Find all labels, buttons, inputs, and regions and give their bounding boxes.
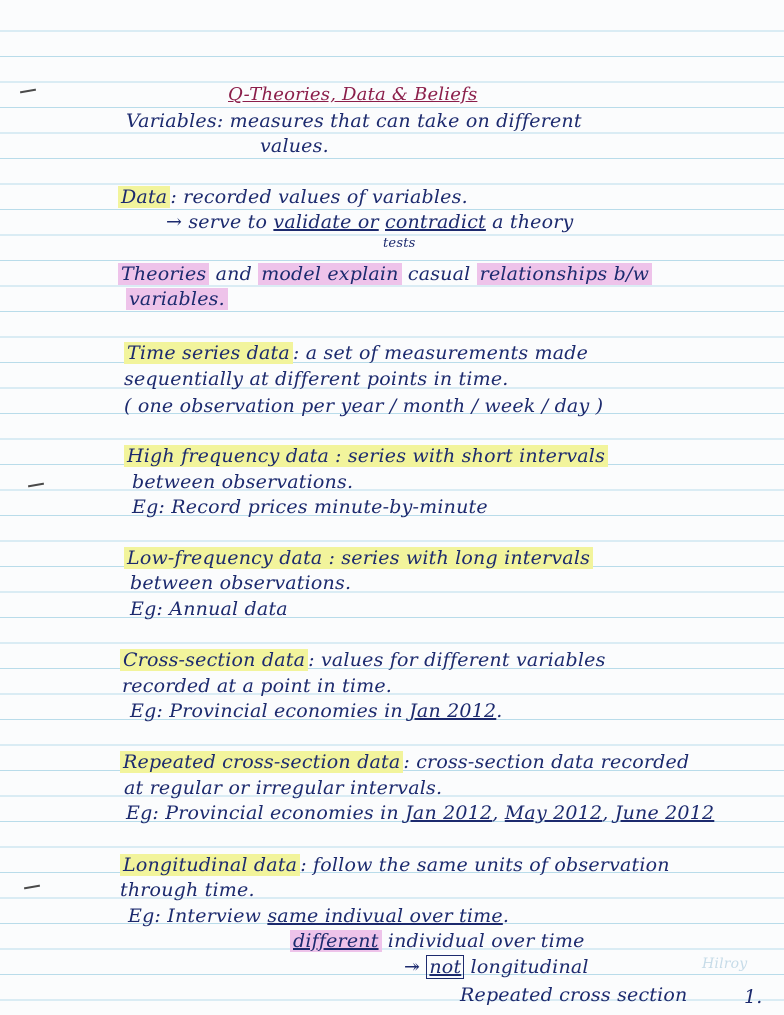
high-freq-line-1 xyxy=(124,445,608,467)
variables-line-1 xyxy=(126,110,582,132)
repeated-definition: : cross-section data recorded xyxy=(403,751,690,773)
longitudinal-line-2 xyxy=(120,879,255,901)
repeated-line-1 xyxy=(120,751,689,773)
variables-term: Variables xyxy=(126,110,217,132)
data-line-2 xyxy=(166,211,573,233)
data-term: Data xyxy=(118,186,170,208)
repeated-eg: Eg: Provincial economies in xyxy=(126,802,399,824)
arrow-serve: → serve to xyxy=(166,211,268,233)
relationships-term: relationships b/w xyxy=(477,263,652,285)
contradict-word: contradict xyxy=(385,211,486,233)
variables-line-2 xyxy=(260,135,329,157)
low-freq-line-2 xyxy=(130,572,351,594)
data-line-1 xyxy=(118,186,468,208)
validate-phrase: validate or xyxy=(273,211,379,233)
time-series-line-1 xyxy=(124,342,588,364)
model-explain-term: model explain xyxy=(258,263,401,285)
longitudinal-line-1 xyxy=(120,854,670,876)
different-rest: individual over time xyxy=(387,930,585,952)
cross-section-definition-cont: recorded at a point in time. xyxy=(122,675,393,697)
page-title: Q-Theories, Data & Beliefs xyxy=(228,84,478,105)
cross-section-eg-date: Jan 2012 xyxy=(409,700,497,722)
low-freq-line-1 xyxy=(124,547,593,569)
longitudinal-eg: Eg: Interview xyxy=(128,905,262,927)
high-freq-line-2 xyxy=(132,471,353,493)
theories-and: and xyxy=(215,263,252,285)
repeated-example xyxy=(126,802,714,824)
cross-section-line-2 xyxy=(122,675,392,697)
repeated-term: Repeated cross-section data xyxy=(120,751,403,773)
longitudinal-definition-cont: through time. xyxy=(120,879,255,901)
time-series-line-2 xyxy=(124,368,509,390)
low-freq-example: Eg: Annual data xyxy=(130,598,288,620)
data-rest: a theory xyxy=(492,211,574,233)
cross-section-example xyxy=(130,700,503,722)
tests-annotation: tests xyxy=(383,236,416,251)
high-freq-term: High frequency data xyxy=(124,445,332,467)
low-freq-definition-cont: between observations. xyxy=(130,572,352,594)
not-longitudinal-line xyxy=(404,956,589,978)
longitudinal-term: Longitudinal data xyxy=(120,854,300,876)
repeated-cross-section-note xyxy=(460,984,688,1006)
longitudinal-example xyxy=(128,905,509,927)
longitudinal-definition: : follow the same units of observation xyxy=(300,854,670,876)
different-individual-line xyxy=(290,930,585,952)
data-definition: : recorded values of variables. xyxy=(170,186,468,208)
high-freq-definition-cont: between observations. xyxy=(132,471,354,493)
repeated-line-2 xyxy=(124,777,442,799)
high-freq-definition: : series with short intervals xyxy=(332,445,608,467)
hilroy-watermark: Hilroy xyxy=(702,956,748,972)
margin-mark xyxy=(28,483,44,488)
repeated-date-1: Jan 2012 xyxy=(405,802,493,824)
repeated-definition-cont: at regular or irregular intervals. xyxy=(124,777,443,799)
time-series-definition: : a set of measurements made xyxy=(292,342,589,364)
repeated-date-3: June 2012 xyxy=(614,802,715,824)
different-word: different xyxy=(290,930,382,952)
time-series-note: ( one observation per year / month / week / day ) xyxy=(124,395,604,417)
theories-term: Theories xyxy=(118,263,209,285)
page-number: 1. xyxy=(744,986,763,1008)
casual-word: casual xyxy=(407,263,471,285)
margin-mark xyxy=(24,885,40,890)
low-freq-term: Low-frequency data xyxy=(124,547,325,569)
cross-section-line-1 xyxy=(120,649,606,671)
theories-line-1 xyxy=(118,263,652,285)
same-individual-phrase: same indivual over time xyxy=(267,905,503,927)
variables-definition: : measures that can take on different xyxy=(216,110,582,132)
variables-word: variables. xyxy=(126,288,228,310)
repeated-cross-section-text: Repeated cross section xyxy=(460,984,688,1006)
longitudinal-eg-dot: . xyxy=(502,905,510,927)
time-series-line-3 xyxy=(124,395,603,417)
low-freq-definition: : series with long intervals xyxy=(325,547,593,569)
repeated-sep: , xyxy=(602,802,615,824)
margin-mark xyxy=(20,89,36,94)
high-freq-example: Eg: Record prices minute-by-minute xyxy=(132,496,488,518)
variables-definition-cont: values. xyxy=(260,135,329,157)
cross-section-eg-end: . xyxy=(496,700,503,722)
time-series-term: Time series data xyxy=(124,342,293,364)
time-series-definition-cont: sequentially at different points in time. xyxy=(124,368,509,390)
cross-section-eg: Eg: Provincial economies in xyxy=(130,700,403,722)
longitudinal-word: longitudinal xyxy=(470,956,589,978)
theories-line-2 xyxy=(126,288,228,310)
repeated-date-2: May 2012 xyxy=(504,802,603,824)
cross-section-term: Cross-section data xyxy=(120,649,308,671)
cross-section-definition: : values for different variables xyxy=(308,649,606,671)
not-word: not xyxy=(426,955,464,979)
repeated-sep: , xyxy=(492,802,505,824)
arrow-icon: ↠ xyxy=(404,956,421,978)
